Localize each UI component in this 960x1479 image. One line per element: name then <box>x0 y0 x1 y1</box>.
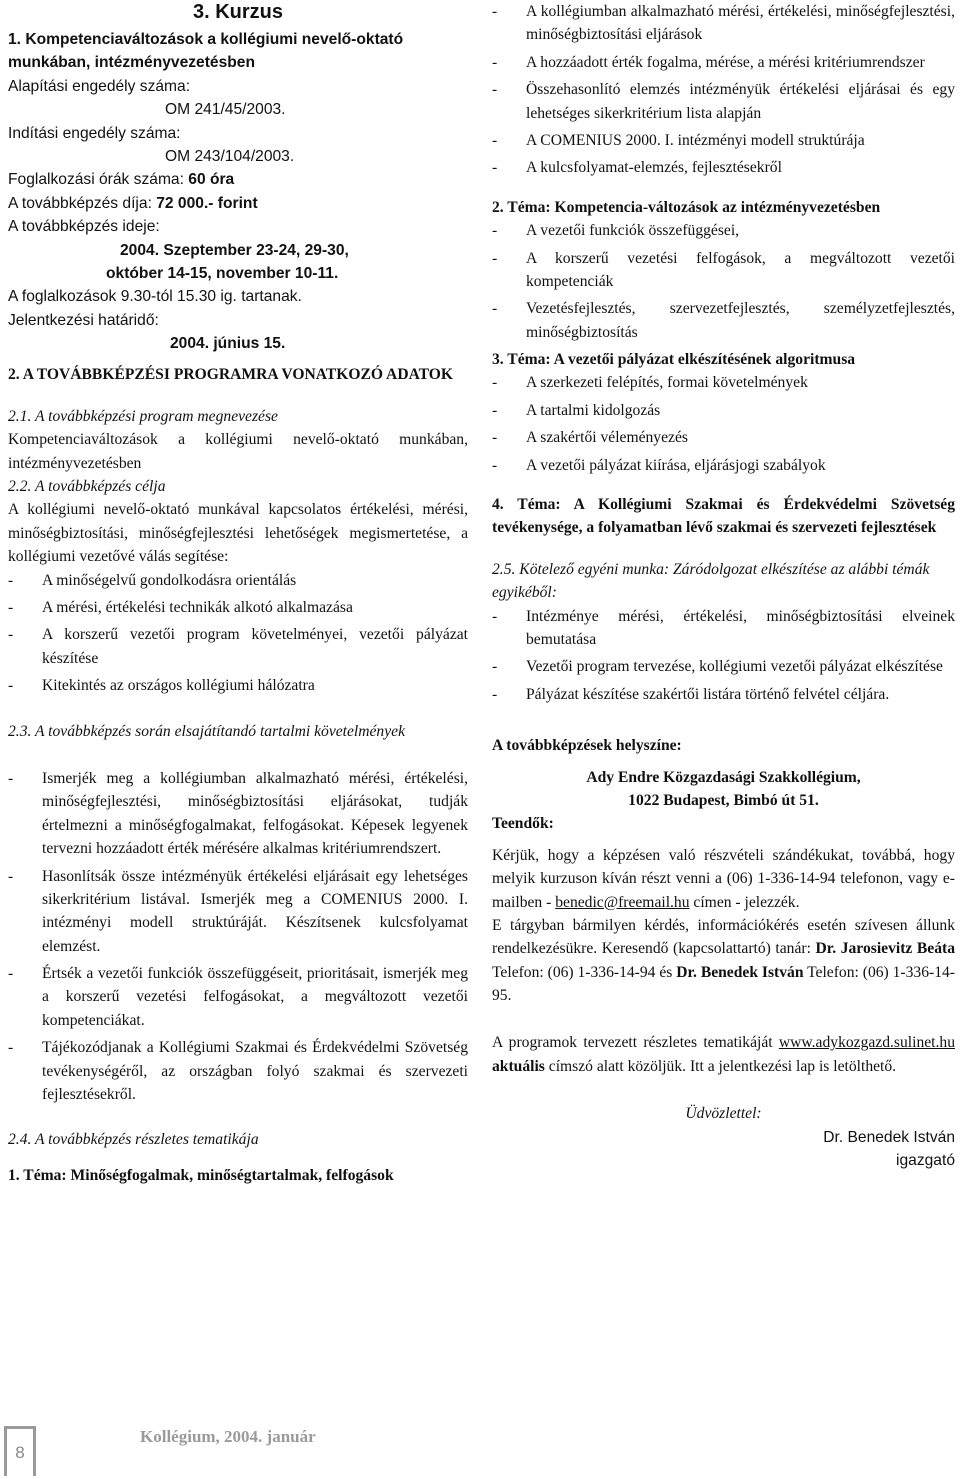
hatarido-label: Jelentkezési határidő: <box>8 311 159 329</box>
s22-title: 2.2. A továbbképzés célja <box>8 478 166 496</box>
list-item: - Pályázat készítése szakértői listára történő felvétel céljára. <box>492 683 955 706</box>
list-item: - Tájékozódjanak a Kollégiumi Szakmai és Érdekvédelmi Szövetség tevékenységéről, az országban folyó szakmai és szervezeti fejlesztésekről. <box>8 1036 468 1106</box>
tema4-title: 4. Téma: A Kollégiumi Szakmai és Érdekvédelmi Szövetség tevékenysége, a folyamatban lévő szakmai és szervezeti fejlesztések <box>492 496 955 537</box>
programok-paragraph <box>492 1031 955 1078</box>
list-item: - A mérési, értékelési technikák alkotó alkalmazása <box>8 596 468 619</box>
teendok-paragraph1 <box>492 844 955 914</box>
list-item: - Összehasonlító elemzés intézményük értékelési eljárásai és egy lehetséges sikerkritérium lista alapján <box>492 78 955 125</box>
hatarido-value: 2004. június 15. <box>170 335 286 353</box>
ideje-line1: 2004. Szeptember 23-24, 29-30, <box>120 241 349 259</box>
ideje-line2: október 14-15, november 10-11. <box>106 264 339 282</box>
list-item: - Vezetői program tervezése, kollégiumi vezetői pályázat elkészítése <box>492 655 955 678</box>
tema2-list <box>492 219 955 344</box>
list-item: - A korszerű vezetői program követelményei, vezetői pályázat készítése <box>8 623 468 670</box>
contact2-phone: Telefon: (06) 1-336-14-95. <box>492 963 955 1005</box>
right-column <box>492 0 955 1172</box>
list-item: - A hozzáadott érték fogalma, mérése, a mérési kritériumrendszer <box>492 51 955 74</box>
dij-value: 72 000.- forint <box>156 194 258 212</box>
aktualis-label: aktuális <box>492 1057 545 1075</box>
alapitasi-label: Alapítási engedély száma: <box>8 77 191 95</box>
inditasi-value: OM 243/104/2003. <box>165 147 295 165</box>
contact2-name: Dr. Benedek István <box>676 963 804 981</box>
list-item: - A COMENIUS 2000. I. intézményi modell struktúrája <box>492 129 955 152</box>
list-item: - A szerkezeti felépítés, formai követelmények <box>492 371 955 394</box>
orak-label: Foglalkozási órák száma: <box>8 171 189 189</box>
signer-name: Dr. Benedek István <box>823 1128 955 1146</box>
list-item: - Kitekintés az országos kollégiumi hálózatra <box>8 674 468 697</box>
tema3-list <box>492 371 955 477</box>
course-title: 3. Kurzus <box>192 1 284 23</box>
contact1-phone: Telefon: (06) 1-336-14-94 és <box>492 963 677 981</box>
contact-intro: E tárgyban bármilyen kérdés, információkérés esetén szívesen állunk rendelkezésükre. Keresendő (kapcsolattartó) tanár: <box>492 916 955 958</box>
website-link[interactable]: www.adykozgazd.sulinet.hu <box>778 1034 955 1052</box>
list-item: - A korszerű vezetési felfogások, a megváltozott vezetői kompetenciák <box>492 247 955 294</box>
page-footer <box>0 1418 470 1479</box>
list-item: - Vezetésfejlesztés, szervezetfejlesztés, személyzetfejlesztés, minőségbiztosítás <box>492 297 955 344</box>
programok-text-end: címszó alatt közöljük. Itt a jelentkezési lap is letölthető. <box>544 1057 897 1075</box>
list-item: - A minőségelvű gondolkodásra orientálás <box>8 569 468 592</box>
s22-list <box>8 569 468 698</box>
orak-value: 60 óra <box>188 171 235 189</box>
email-link[interactable]: benedic@freemail.hu <box>555 893 690 911</box>
teendok-paragraph2 <box>492 914 955 1008</box>
list-item: - A kollégiumban alkalmazható mérési, értékelési, minőségfejlesztési, minőségbiztosítási eljárások <box>492 0 955 47</box>
list-item: - A kulcsfolyamat-elemzés, fejlesztésekről <box>492 156 955 179</box>
section1-title: 1. Kompetenciaváltozások a kollégiumi nevelő-oktató munkában, intézményvezetésben <box>8 31 404 72</box>
helyszin-title: A továbbképzések helyszíne: <box>492 737 682 755</box>
s21-text: Kompetenciaváltozások a kollégiumi nevelő-oktató munkában, intézményvezetésben <box>8 431 468 472</box>
list-item: - A vezetői pályázat kiírása, eljárásjogi szabályok <box>492 454 955 477</box>
tema1-list <box>492 0 955 180</box>
helyszin-address: 1022 Budapest, Bimbó út 51. <box>628 791 819 809</box>
signer-title: igazgató <box>896 1152 955 1170</box>
section2-title: 2. A TOVÁBBKÉPZÉSI PROGRAMRA VONATKOZÓ ADATOK <box>8 366 454 384</box>
udvozlettel: Üdvözlettel: <box>685 1105 762 1123</box>
s24-title: 2.4. A továbbképzés részletes tematikája <box>8 1131 259 1149</box>
inditasi-label: Indítási engedély száma: <box>8 124 181 142</box>
left-column <box>8 0 468 1187</box>
footer-title: Kollégium, 2004. január <box>140 1427 316 1446</box>
tema2-title: 2. Téma: Kompetencia-változások az intézményvezetésben <box>492 198 881 216</box>
list-item: - Értsék a vezetői funkciók összefüggéseit, prioritásait, ismerjék meg a korszerű vezetési felfogásokat, a megváltozott vezetői kompetenciákat. <box>8 962 468 1032</box>
s25-list <box>492 605 955 707</box>
list-item: - Hasonlítsák össze intézményük értékelési eljárásait egy lehetséges sikerkritérium listával. Ismerjék meg a COMENIUS 2000. I. intézményi modell struktúráját. Készítsenek kulcsfolyamat elemzést. <box>8 865 468 959</box>
list-item: - A szakértői véleményezés <box>492 426 955 449</box>
list-item: - A tartalmi kidolgozás <box>492 399 955 422</box>
teendok-text-end: címen - jelezzék. <box>689 893 800 911</box>
tema1-title: 1. Téma: Minőségfogalmak, minőségtartalmak, felfogások <box>8 1166 394 1184</box>
programok-text: A programok tervezett részletes tematikáját <box>492 1034 779 1052</box>
list-item: - Intézménye mérési, értékelési, minőségbiztosítási elveinek bemutatása <box>492 605 955 652</box>
dij-line <box>8 192 468 215</box>
helyszin-name: Ady Endre Közgazdasági Szakkollégium, <box>586 768 861 786</box>
foglalkozasok: A foglalkozások 9.30-tól 15.30 ig. tartanak. <box>8 288 302 306</box>
contact1-name: Dr. Jarosievitz Beáta <box>815 940 955 958</box>
s23-title: 2.3. A továbbképzés során elsajátítandó tartalmi követelmények <box>8 722 405 740</box>
dij-label: A továbbképzés díja: <box>8 194 157 212</box>
tema3-title: 3. Téma: A vezetői pályázat elkészítésének algoritmusa <box>492 351 856 369</box>
orak-line <box>8 168 468 191</box>
ideje-label: A továbbképzés ideje: <box>8 218 160 236</box>
page-number: 8 <box>15 1442 25 1462</box>
s21-title: 2.1. A továbbképzési program megnevezése <box>8 407 278 425</box>
list-item: - A vezetői funkciók összefüggései, <box>492 219 955 242</box>
alapitasi-value: OM 241/45/2003. <box>165 101 286 119</box>
page-number-box <box>4 1426 36 1476</box>
teendok-text: Kérjük, hogy a képzésen való részvételi szándékukat, továbbá, hogy melyik kurzuson kíván részt venni a (06) 1-336-14-94 telefonon, vagy e-mailben - <box>492 846 955 911</box>
list-item: - Ismerjék meg a kollégiumban alkalmazható mérési, értékelési, minőségfejlesztési, minőségbiztosítási eljárásokat, tudják értelmezni a minőségfogalmakat, felfogásokat. Képesek legyenek tervezni hozzáadott érték mérésére alkalmas kritériumrendszert. <box>8 767 468 861</box>
teendok-title: Teendők: <box>492 815 554 833</box>
s22-text: A kollégiumi nevelő-oktató munkával kapcsolatos értékelési, mérési, minőségbiztosítási, minőségfejlesztési lehetőségek megismertetése, a kollégiumi vezetővé válás segítése: <box>8 501 468 566</box>
s25-title: 2.5. Kötelező egyéni munka: Záródolgozat elkészítése az alábbi témák egyikéből: <box>492 560 930 602</box>
s23-list <box>8 767 468 1106</box>
